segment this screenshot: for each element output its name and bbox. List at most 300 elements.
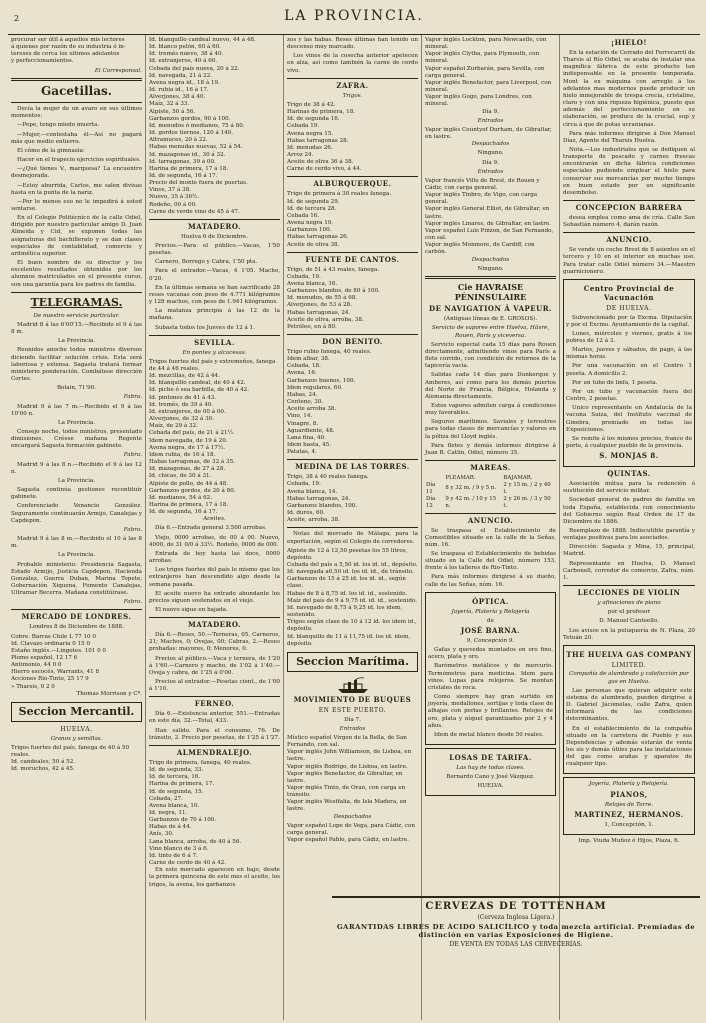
sevilla-aceites: Aceites. bbox=[203, 516, 226, 523]
havraise-subheading: DE NAVIGATION Á VAPEUR. bbox=[429, 304, 552, 314]
torres-heading: MEDINA DE LAS TORRES. bbox=[295, 462, 410, 472]
list-item: Id. duros, 60. bbox=[287, 510, 325, 517]
matadero2-text: Día 6.—Reses, 50.—Terneras, 05, Carneros, 21; Machos, 0; Ovejas, 00; Cabras, 2.—Reses probadas: mayores, 0; Menores, 0. bbox=[149, 632, 280, 653]
list-item: Id. piche ó sea barbilla, de 40 á 42. bbox=[149, 387, 249, 394]
table-cell: 2 y 26 m. / 3 y 50 t. bbox=[503, 495, 551, 509]
list-item: Id. rubia id., 16 á 17. bbox=[149, 87, 209, 94]
telegram-signature: Fabra. bbox=[123, 599, 142, 606]
masthead bbox=[8, 4, 700, 35]
sevilla-text: Los trigos fuertes del país lo mismo que los extranjeros han descendido algo desde la semana pasada. bbox=[149, 567, 280, 588]
mercantil-heading: Seccion Mercantil. bbox=[11, 702, 142, 722]
divider bbox=[563, 200, 695, 201]
colegio-notice: En el Colegio Politécnico de la calle Odiel, dirigido por nuestro particular amigo D. Juan Almeida y Cid, se exponen todas las asignaturas del bachillerato y se dan clases especiales de contabilidad, comercio y aritmética superior. bbox=[11, 215, 142, 257]
mareas-heading: MAREAS. bbox=[470, 463, 511, 473]
list-item: Idem basta, 45. bbox=[287, 442, 332, 448]
sevilla-text: El aceite nuevo ha entrado abundante los precios siguen sostenidos en el viejo. bbox=[149, 590, 280, 604]
list-item: Arroz 24. bbox=[287, 151, 314, 158]
list-item: Avena, 16. bbox=[287, 370, 317, 377]
joyeria-pianos: PIANOS, bbox=[610, 789, 648, 799]
list-item: Trigo rubio fanega, 40 reales. bbox=[287, 348, 372, 355]
list-item: Id. tarragonas, 39 á 00. bbox=[149, 158, 216, 165]
maritima-heading: Seccion Marítima. bbox=[287, 652, 418, 672]
telegram-signature: Fabra. bbox=[123, 452, 142, 459]
list-item: Cebada, 19. bbox=[287, 481, 321, 488]
list-item: Avena negra 10. bbox=[287, 220, 334, 227]
mercantil-place: HUELVA. bbox=[60, 726, 93, 734]
table-header-row bbox=[425, 475, 556, 482]
list-item: Id. de segunda, 16 á 17. bbox=[149, 509, 218, 516]
list-item: Alpiste de pollo, de 44 á 48. bbox=[149, 480, 229, 487]
list-item: Garbanzos de 70 á 100. bbox=[149, 817, 217, 824]
list-item: Habas tarragonas, 24. bbox=[287, 309, 351, 316]
list-item: Id. menudas 26. bbox=[287, 144, 333, 151]
matadero-heading: MATADERO. bbox=[188, 221, 241, 231]
divider bbox=[149, 745, 280, 746]
optica-text: Idem de metal blanco desde 50 reales. bbox=[434, 731, 544, 738]
list-item: Habas de 8 á 8,75 id. los id. id., sostenido. bbox=[287, 590, 408, 597]
list-item: Habas tarragonas 28. bbox=[287, 137, 349, 144]
list-item: Vapor inglés Monmore, de Cardiff, con carbón. bbox=[425, 242, 535, 256]
divider bbox=[149, 219, 280, 220]
list-item: Id. de segunda, 16 á 17. bbox=[149, 172, 218, 179]
list-item: Id. mezcillas, de 42 á 44. bbox=[149, 373, 220, 380]
list-item: Id. de segunda 29. bbox=[287, 198, 340, 205]
list-item: Aceite de oliva, arroba, 38. bbox=[287, 316, 364, 323]
list-item: Vapor inglés Clytha, para Plymouth, con mineral. bbox=[425, 51, 540, 65]
continued-text: Los vinos de la cosecha anterior apetecen en alza, así como también la carne de cerdo vivo. bbox=[287, 53, 418, 74]
matadero-text: Carnero, Borrego y Cabra, 1'50 pta. bbox=[155, 259, 258, 266]
list-item: Idem regulares, 60. bbox=[287, 384, 343, 391]
list-item: Cebada, 27. bbox=[149, 795, 183, 802]
list-item: Id. extranjeros, de 00 á 00. bbox=[149, 408, 226, 415]
quintas-heading: QUINTAS. bbox=[607, 469, 651, 479]
mercantil-subheading: Granos y semillas. bbox=[50, 735, 103, 742]
centro-text: Por una vacunación en el Centro 1 peseta. A domicilio 2. bbox=[566, 363, 692, 377]
list-item: Habas, 24. bbox=[287, 391, 318, 398]
divider bbox=[563, 232, 695, 233]
losas-ad bbox=[425, 748, 556, 796]
list-item: Id. moruchos, 42 á 45. bbox=[11, 766, 75, 773]
gacetilla: —Por lo menos eso no le impedirá á usted sentarse. bbox=[11, 198, 142, 213]
table-row bbox=[425, 496, 556, 510]
sevilla-list bbox=[149, 359, 280, 516]
divider bbox=[287, 334, 418, 335]
list-item: Vinagre, 8. bbox=[287, 420, 319, 427]
table-header: BAJAMAR. bbox=[503, 475, 533, 482]
divider bbox=[287, 176, 418, 177]
cantos-heading: FUENTE DE CANTOS. bbox=[305, 254, 400, 264]
despachados-label: Despachados bbox=[471, 256, 510, 263]
list-item: Id. negra, 11. bbox=[149, 809, 188, 816]
list-item: procurar ser útil á aquellos mis lectores bbox=[11, 37, 125, 43]
list-item: Antimonio, 44 0 0 bbox=[11, 662, 62, 669]
table-cell: 2 y 15 m. / 2 y 40 t. bbox=[503, 481, 551, 495]
list-item: Habas tarragonas, 24. bbox=[287, 495, 351, 502]
tottenham-body: GARANTIDAS LIBRES DE ÁCIDO SALICÍLICO y toda mezcla artificial. Premiadas de distinción en varias Exposiciones de Higiene. bbox=[336, 923, 696, 939]
telegram-recipient: La Provincia. bbox=[57, 338, 96, 345]
list-item: Habas tarragonas, de 32 á 35. bbox=[149, 459, 235, 466]
list-item: Cebada, 19. bbox=[287, 273, 321, 280]
joyeria-relojes: Relojes de Torre. bbox=[604, 801, 654, 808]
lecciones-text: por el profesor bbox=[607, 609, 651, 616]
gacetilla: —Pepe, tengo miedo muerta. bbox=[17, 122, 100, 129]
column-2 bbox=[146, 35, 284, 1020]
ships-dispatched-list bbox=[287, 823, 418, 844]
telegram-body: Reunidos anoche todos ministros diversos diciendo facilitar solución crisis. Esta será laboriosa y extensa. Sagasta tratará formar ministerio ponderación. Combátese dirección Cortes. bbox=[11, 347, 142, 383]
list-item: Id. de tercera, 16. bbox=[149, 774, 201, 781]
list-item: Id. de segunda, 33. bbox=[149, 767, 204, 774]
list-item: Vinos, 37 á 38. bbox=[149, 187, 192, 194]
zafra-list bbox=[287, 102, 418, 174]
list-item: Garbanzos de 15 á 25 id. los id. id., según clase. bbox=[287, 576, 406, 590]
list-item: Vapor inglés Westfalia, de Isla Madera, en lastre. bbox=[287, 799, 407, 813]
list-item: Id. extranjeros, 40 á 60. bbox=[149, 58, 218, 65]
divider bbox=[149, 617, 280, 618]
lecciones-text: Los avisos en la peluquería de N. Plaza, 20 Tetuán 20. bbox=[563, 627, 695, 641]
list-item: Plomo español, 12 17 6 bbox=[11, 655, 78, 662]
none-label: Ninguno. bbox=[477, 150, 504, 157]
columns bbox=[8, 35, 700, 1020]
torres-list bbox=[287, 474, 418, 524]
lecciones-teacher: D. Manuel Cantoello. bbox=[599, 618, 659, 625]
ferneo-text: Han salido. Para el consumo, 76. De tránsito, 2. Precio por pesetas, de 1'25 á 1'27. bbox=[149, 727, 280, 741]
centro-text: Se remite á los mismos precios, franco de porte, á cualquier pueblo de la provincia. bbox=[566, 435, 692, 449]
list-item: Cebada 16. bbox=[287, 212, 320, 219]
matadero-date: Huelva 6 de Diciembre. bbox=[180, 233, 248, 240]
losas-owners: Bernardo Cano y José Vázquez. bbox=[446, 774, 535, 781]
optica-heading: ÓPTICA. bbox=[472, 596, 509, 606]
centro-text: Unico representante en Andalucía de la vacuna Suiza, del Instituto vaccinal de Ginebra, premiado en todas las Exposiciones. bbox=[566, 405, 692, 433]
list-item: Garbanzos gordos, 90 á 100. bbox=[149, 115, 231, 122]
ferneo-heading: FERNEO. bbox=[194, 699, 235, 709]
matadero-text: En la últimas semana se han sacrificado 28 reses vacunas con peso de 4.771 kilógramos y 128 machos, con peso de 1.941 kilógramos. bbox=[149, 284, 280, 306]
gas-ad bbox=[563, 645, 695, 775]
ships-entered-list bbox=[287, 735, 418, 814]
divider bbox=[287, 459, 418, 460]
divider bbox=[287, 527, 418, 528]
table-cell: Día 12 bbox=[426, 495, 436, 509]
benito-list bbox=[287, 349, 418, 456]
list-item: Id. menudos, de 55 á 68. bbox=[287, 295, 358, 302]
table-cell: 9 y 42 m. / 10 y 15 n. bbox=[445, 495, 497, 509]
optica-de: de bbox=[487, 617, 494, 624]
anuncio-text: Se traspasa el Establecimiento de bebidas situado en la Calle del Odiel, número 153, frente á los talleres de Rio-Tinto. bbox=[425, 550, 556, 572]
list-item: Harina de primera, 17. bbox=[149, 781, 215, 788]
almendralejo-list bbox=[149, 760, 280, 867]
havraise-subheading: (Antiguas líneas de E. GROSOS). bbox=[443, 316, 538, 323]
centro-subheading: DE HUELVA. bbox=[606, 304, 652, 312]
benito-heading: DON BENITO. bbox=[322, 337, 383, 347]
mareas-table bbox=[425, 475, 556, 510]
list-item: Id. tremés nuevo, 38 á 40. bbox=[149, 51, 224, 58]
list-item: Id. de segunda, 15. bbox=[149, 788, 204, 795]
gacetilla: —Estoy aburrida, Carlos, me salen divisas hasta en la punta de la nariz. bbox=[11, 182, 142, 196]
tottenham-ad bbox=[332, 896, 700, 948]
losas-subheading: Las hay de todas clases. bbox=[456, 764, 525, 771]
list-item: Garbanzos blandos, de 80 á 100. bbox=[287, 288, 380, 295]
divider bbox=[425, 513, 556, 514]
telegram-body: Sagasta continúa gestiones recontituir gabinete. bbox=[11, 487, 142, 501]
divider bbox=[287, 252, 418, 253]
despachados-label: Despachados bbox=[471, 141, 510, 148]
list-item: Estaño inglés.—Lingotes. 101 0 0 bbox=[11, 647, 106, 654]
alburquerque-list bbox=[287, 191, 418, 248]
tottenham-footer: DE VENTA EN TODAS LAS CERVECERÍAS. bbox=[449, 941, 583, 948]
list-item: Trigo de 38 á 42. bbox=[287, 101, 336, 108]
list-item: Vapor inglés Gogo, para Londres, con mineral. bbox=[425, 94, 532, 108]
list-item: Vino blanco de 3 á 6. bbox=[149, 845, 209, 852]
imprint: Imp. Viuda Muñoz é Hijos, Plaza, 6. bbox=[578, 837, 680, 844]
centro-text: Por un tubo de linfa, 1 peseta. bbox=[572, 379, 658, 386]
joyeria-owner: MARTINEZ, HERMANOS. bbox=[574, 809, 684, 819]
list-item: á quienes por razón de su industria ó in- bbox=[11, 44, 126, 51]
list-item: Trigos según clase de 10 á 12 id. los idem id., depósito. bbox=[287, 619, 417, 633]
list-item: Garbanzos blandos, 100. bbox=[287, 502, 358, 509]
list-item: Alverjones, 38 á 40. bbox=[149, 94, 206, 101]
list-item: Vapor inglés Linares, de Gibraltar, en lastre. bbox=[425, 220, 552, 227]
tottenham-heading: CERVEZAS DE TOTTENHAM bbox=[425, 901, 607, 912]
divider bbox=[11, 609, 142, 610]
list-item: Acciones Rio-Tinto, 25 17 9 bbox=[11, 676, 89, 683]
list-item: Cebada del país, de 21 á 21½. bbox=[149, 430, 235, 437]
entrados-label: Entrados bbox=[339, 725, 366, 732]
matadero-text: La matanza principia á las 12 de la mañana. bbox=[149, 308, 280, 322]
sevilla-text: Viejo, 0000 arrobas, de 00 á 00. Nuevo, 4000, de 31 0/0 á 33½. Rodeño, 0000 de 000. bbox=[149, 534, 280, 548]
list-item: Idem navegada, de 19 á 20. bbox=[149, 437, 228, 444]
list-item: Id. mazagonas id., 30 á 32. bbox=[149, 151, 226, 158]
list-item: Avena blanca, 10. bbox=[149, 802, 200, 809]
ships-list bbox=[425, 37, 556, 109]
centro-address: S. MONJAS 8. bbox=[599, 451, 659, 461]
telegramas-subheading: De nuestro servicio particular. bbox=[33, 312, 120, 319]
telegram-header: Madrid 8 á las 6'00'15.—Recibido el 9 á las 8 m. bbox=[11, 321, 142, 336]
list-item: Cebada del país nueva, 20 á 22. bbox=[149, 65, 240, 72]
list-item: Id. gordos tiernos, 120 á 140. bbox=[149, 130, 234, 137]
ships-entered-list bbox=[425, 178, 556, 257]
divider bbox=[11, 78, 142, 81]
list-item: Vapor inglés Lockton, para Newcastle, con mineral. bbox=[425, 37, 547, 51]
list-item: Alpiste, 50 á 56. bbox=[149, 108, 196, 115]
list-item: Id. blanquillo candeal, de 40 á 42. bbox=[149, 380, 246, 387]
list-item: Trigo de primera á 30 reales fanega. bbox=[287, 191, 392, 198]
havraise-text: Salidas cada 14 días para Dunkerque y Amberes, así como para los demás puertos del Norte de Francia, Bélgica, Holanda y Alemania directamente. bbox=[425, 372, 556, 400]
zafra-subheading: Trigos. bbox=[342, 92, 363, 99]
list-item: Garbanzos gordos, de 20 á 80. bbox=[149, 487, 236, 494]
list-item: Petróleo, en á 80. bbox=[287, 323, 337, 330]
list-item: Vapor español Lope de Vega, para Cádiz, con carga general. bbox=[287, 822, 415, 836]
list-item: Id. blanco pelón, 60 á 60. bbox=[149, 44, 222, 51]
list-item: Cebada 19. bbox=[287, 123, 320, 130]
list-item: Id. pintones de 41 á 43. bbox=[149, 394, 217, 401]
divider bbox=[563, 585, 695, 586]
list-item: Vapor inglés Tinbro, de Vigo, con carga general. bbox=[425, 192, 538, 206]
list-item: Id. de segunda 16. bbox=[287, 116, 340, 123]
malaga-list bbox=[287, 548, 418, 648]
gas-text: Compañía de alumbrado y calefacción por gas en Huelva. bbox=[569, 671, 689, 685]
list-item: Trigos fuertes del país, fanega de 40 á 50 reales. bbox=[11, 744, 130, 759]
list-item: Id. mazagonas, de 27 á 28. bbox=[149, 466, 226, 473]
list-item: Id. de tercera 28. bbox=[287, 205, 337, 212]
list-item: Idem albar, 38. bbox=[287, 356, 330, 363]
intro-signature: El Corresponsal. bbox=[94, 67, 142, 74]
quintas-text: Representante en Huelva, D. Manuel Carbonell, corredor de comercio, Zafra, núm. 1. bbox=[563, 560, 695, 581]
telegram-recipient: La Provincia. bbox=[57, 419, 96, 426]
divider bbox=[149, 335, 280, 336]
table-cell: Día 11 bbox=[426, 481, 436, 495]
quintas-text: Sociedad general de padres de familia en toda España, establecida con conocimiento del Gobierno según Real Orden de 17 de Diciembre de 1886. bbox=[563, 497, 695, 525]
ferneo-text: Día 6.—Existencia anterior, 551.—Entradas en este día, 32.—Total, 433. bbox=[149, 711, 280, 725]
list-item: Alpiste de 12 á 12,50 pesetas los 55 litros, depósito. bbox=[287, 547, 408, 561]
quintas-text: Reemplazo de 1888. Indiscutible garantía y ventajas positivas para los asociados. bbox=[563, 528, 695, 542]
joyeria-address: 1, Concepción, 1. bbox=[604, 821, 654, 828]
list-item: Carne de verde vino de 45 á 47. bbox=[149, 208, 240, 215]
list-item: Avena negra 15. bbox=[287, 130, 334, 137]
havraise-subheading: Servicio de vapores entre Huelva, Hâvre, Rouen, París y viceversa. bbox=[431, 325, 550, 339]
list-item: Id. tinto de 6 á 7. bbox=[149, 852, 198, 859]
havraise-text: Servicio especial cada 15 días para Rouen directamente, admitiendo vinos para París a flete corrido, con condición de retornos de la tapicería vacía. bbox=[425, 341, 556, 370]
gas-text: Las personas que quieran adquirir este sistema de alumbrado, pueden dirigirse á D. Gabriel Jácomelas, calle Zafra, quien informará de las condiciones determinantes. bbox=[566, 687, 692, 723]
list-item: » Tharsis, 0 2 0 bbox=[11, 683, 55, 690]
gacetilla: —Mujer,—contestaba él—Así no pagará más que medio entierro. bbox=[11, 131, 142, 145]
list-item: Vapor español Luis Pinzon, de San Fernando, con sal. bbox=[425, 227, 554, 242]
list-item: Maíz, de 29 á 32. bbox=[149, 423, 198, 430]
list-item: Vapor inglés Rodrigo, de Lisboa, en lastre. bbox=[287, 763, 408, 770]
londres-signature: Thomas Morrison y Cª. bbox=[76, 690, 142, 697]
optica-text: Como siempre hay gran surtido en joyería, medallones, sortijas y toda clase de alhajas con perlas y brillantes. Relojes de oro, plata y níquel garantizados por 2 y 4 años. bbox=[428, 694, 553, 729]
list-item: Cebada del país a 5,50 id. los id. id., depósito. bbox=[287, 561, 418, 568]
list-item: Id. medianos, 54 á 62. bbox=[149, 494, 212, 501]
havraise-text: Para fletes y demás informes dirigirse á Juan B. Catlin, Odiel, número 35. bbox=[425, 442, 556, 456]
movimiento-subheading: EN ESTE PUERTO. bbox=[318, 706, 387, 714]
optica-subheading: Joyería, Platería y Relojería bbox=[451, 608, 530, 615]
column-1 bbox=[8, 35, 146, 1020]
list-item: Aceite arroba 38. bbox=[287, 406, 337, 413]
entrados-label: Entrados bbox=[477, 117, 504, 124]
telegram-signature: Fabra. bbox=[123, 394, 142, 401]
almendralejo-heading: ALMENDRALEJO. bbox=[176, 747, 253, 757]
zafra-heading: ZAFRA. bbox=[336, 80, 369, 90]
table-header: PLEAMAR. bbox=[445, 475, 476, 482]
hielo-text: Para más informes dirigirse á Don Manuel Díaz, Agente del Tharsis Huelva. bbox=[563, 130, 695, 144]
gacetilla: Decía la mujer de un avaro en sus últimos momentos: bbox=[11, 106, 142, 120]
centro-text: Subvencionado por la Excma. Diputación y por el Excmo. Ayuntamiento de la capital. bbox=[566, 314, 692, 328]
gacetilla: Hacer en el trapecio ejercicios espirituales. bbox=[17, 157, 141, 164]
optica-text: Gafas y quevedos montados en oro fino, acero, plata y oro. bbox=[428, 647, 553, 661]
losas-heading: LOSAS DE TARIFA. bbox=[449, 753, 532, 763]
telegram-body: Conferenciado Venancio González. Seguramente continuarán Armijo, Canalejas y Capdepon. bbox=[11, 503, 142, 524]
colegio-notice: El buen nombre de su director y los excelentes resultados obtenidos por los alumnos matriculados en el presente curso, son una garantía para los padres de familia. bbox=[11, 260, 142, 288]
anuncio-heading: ANUNCIO. bbox=[606, 235, 652, 245]
list-item: Trigo, 38 á 40 reales fanega. bbox=[287, 474, 369, 481]
londres-heading: MERCADO DE LONDRES. bbox=[21, 612, 132, 622]
losas-city: HUELVA. bbox=[477, 783, 504, 790]
matadero2-text: Precios al público.—Vaca y ternera, de 1'20 á 1'60.—Carnero y macho, de 1'02 á 1'40.—Oveja y cabra, de 1'25 á 0'00. bbox=[149, 655, 280, 676]
list-item: Aceite de oliva 38. bbox=[287, 241, 340, 248]
column-3 bbox=[284, 35, 422, 1020]
concepcion-text: desea emplea como ama de cría. Calle San Sebastián número 4, darán razón. bbox=[563, 215, 695, 229]
newspaper-title: LA PROVINCIA. bbox=[284, 8, 424, 24]
list-item: Vapor francés Ville de Brest, de Rouen y Cádiz, con carga general. bbox=[425, 177, 540, 191]
list-item: Aceite de oliva 36 á 38. bbox=[287, 159, 354, 166]
telegram-header: Madrid 9 á las 8 m.—Recibido el 10 á las 8 m. bbox=[11, 536, 142, 550]
list-item: Vapor español Zurbarán, para Sevilla, con carga general. bbox=[425, 65, 545, 79]
havraise-text: Seguros marítimos. Saviales y terrestres para todas clases de mercancías y valores en la póliza del Lloyd inglés. bbox=[425, 419, 556, 440]
list-item: Id. candeales, 50 á 52. bbox=[11, 759, 76, 766]
list-item: y perfeccionamientos. bbox=[11, 58, 74, 65]
telegramas-heading: TELEGRAMAS. bbox=[30, 295, 123, 309]
gas-subheading: LIMITED. bbox=[611, 661, 647, 669]
havraise-heading: Cie HAVRAISE PÉNINSULAIRE bbox=[454, 281, 527, 303]
list-item: Vapor inglés John Williamson, de Lisboa, en lastre. bbox=[287, 749, 412, 763]
entrados-label: Entrados bbox=[477, 168, 504, 175]
page-number: 2 bbox=[14, 14, 20, 23]
optica-address: 9, Concepción 9. bbox=[466, 637, 515, 644]
column-5 bbox=[560, 35, 698, 1020]
gacetillas-heading: Gacetillas. bbox=[41, 83, 112, 98]
list-item: Vapor español Pablo, para Cádiz, en lastre. bbox=[287, 837, 409, 844]
quintas-text: Dirección: Sagasta y Mina, 15, principal, Madrid. bbox=[563, 544, 695, 558]
list-item: Id. navegada, 21 á 22. bbox=[149, 72, 213, 79]
day-label: Día 9. bbox=[482, 108, 499, 115]
list-item: Id. menudos ó medianos, 75 á 80. bbox=[149, 122, 245, 129]
sevilla-subheading: En pontes y alcacesas. bbox=[182, 349, 247, 356]
list-item: Harina de primera, 17 á 18. bbox=[149, 501, 229, 508]
londres-date: Londres 8 de Diciembre de 1888. bbox=[29, 624, 124, 631]
tottenham-subheading: (Cerveza Inglesa Lígera.) bbox=[477, 914, 555, 921]
list-item: Avena blanca, 14. bbox=[287, 488, 338, 495]
havraise-text: Estos vapores admiten carga á condiciones muy favorables. bbox=[425, 402, 556, 417]
gas-heading: THE HUELVA GAS COMPANY bbox=[566, 649, 692, 659]
list-item: Id. blanquillo candeal nuevo, 44 á 48. bbox=[149, 37, 256, 43]
list-item: Id. chicas, de 30 á 31. bbox=[149, 473, 212, 480]
telegram-body: Bolain, 71'90. bbox=[56, 385, 97, 392]
alburquerque-heading: ALBURQUERQUE. bbox=[313, 179, 392, 189]
list-item: Habas de á 44. bbox=[149, 824, 192, 831]
telegram-recipient: La Provincia. bbox=[57, 552, 96, 559]
list-item: Centeno, 30. bbox=[287, 399, 324, 406]
centro-heading: Centro Provincial de Vacunación bbox=[583, 283, 675, 302]
list-item: Vapor inglés Countyof Durham, de Gibraltar, en lastre. bbox=[425, 126, 552, 141]
matadero2-heading: MATADERO. bbox=[188, 620, 241, 630]
list-item: Alverjones, de 32 á 30. bbox=[149, 416, 214, 423]
list-item: Maíz del país de 9 á 9,75 id. id. id., sostenido. bbox=[287, 597, 417, 604]
table-row bbox=[425, 482, 556, 496]
anuncio-text: Para más informes dirigirse á su dueño, calle de las Señas, núm. 16. bbox=[425, 574, 556, 588]
matadero2-text: Precios al entrador.—Pesetas cient., de 1'00 á 1'10. bbox=[149, 679, 280, 693]
list-item: Habas menudas nuevas, 52 á 54. bbox=[149, 144, 243, 151]
intro-text bbox=[11, 37, 142, 66]
list-item: Altramuces, 20 á 22. bbox=[149, 137, 208, 144]
list-item: Vapor inglés Benefactor, de Gibraltar, en lastre. bbox=[287, 770, 403, 784]
cantos-list bbox=[287, 267, 418, 331]
list-item: Trigos fuertes del país y extremeños, fanega de 44 á 46 reales. bbox=[149, 358, 276, 372]
column-4 bbox=[422, 35, 560, 1020]
table-cell: 8 y 32 m. / 9 y 5 n. bbox=[445, 485, 497, 492]
sevilla-text: Entrada de hoy hasta las doce, 0000 arrobas. bbox=[149, 550, 280, 565]
list-item: Trigo, de 51 á 43 reales, fanega. bbox=[287, 266, 380, 273]
malaga-text: Notas del mercado de Málaga, para la exportación, según el Colegio de corredores. bbox=[287, 531, 418, 545]
matadero-text: Subasta todos los Jueves de 12 á 1. bbox=[155, 324, 255, 331]
list-item: Patatas, 4. bbox=[287, 449, 317, 456]
list-item: Rodeño, 00 á 00. bbox=[149, 201, 197, 208]
divider bbox=[11, 292, 142, 293]
optica-owner: JOSÉ BARNA. bbox=[460, 626, 521, 636]
list-item: Nuevo, 35 á 36½. bbox=[149, 194, 200, 201]
list-item: Id. tremés, de 39 á 40. bbox=[149, 401, 214, 408]
list-item: tereses de cerca los ultimos adelantos bbox=[11, 51, 120, 58]
londres-list bbox=[11, 634, 142, 691]
list-item: Anís, 30. bbox=[149, 831, 174, 838]
